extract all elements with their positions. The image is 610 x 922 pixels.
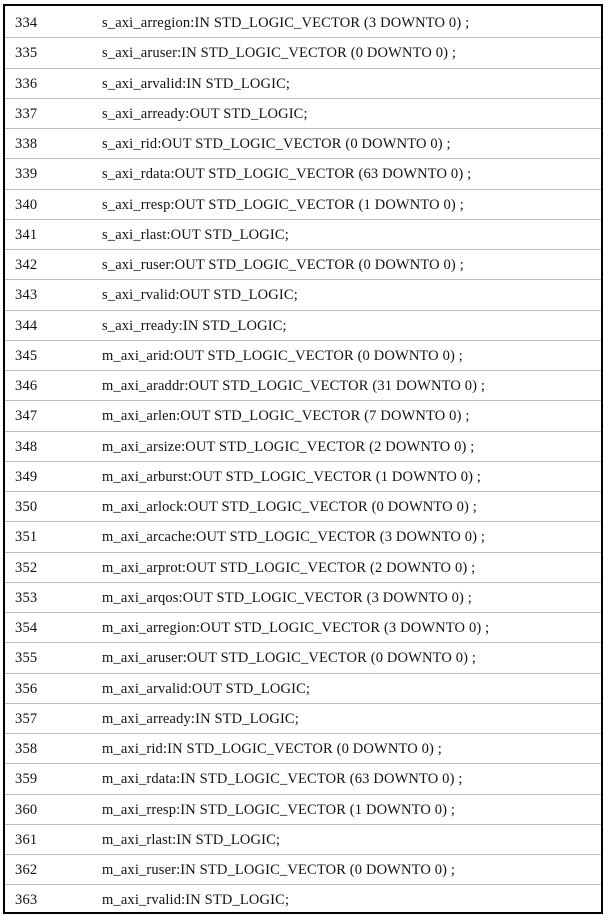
code-text: s_axi_rlast:OUT STD_LOGIC; — [102, 226, 289, 243]
line-number: 356 — [15, 680, 38, 697]
code-line-row — [5, 129, 601, 159]
code-text: s_axi_arready:OUT STD_LOGIC; — [102, 105, 308, 122]
code-line-row — [5, 38, 601, 68]
code-line-row — [5, 674, 601, 704]
line-number: 350 — [15, 499, 38, 515]
line-number: 358 — [15, 741, 38, 757]
code-text: m_axi_arburst:OUT STD_LOGIC_VECTOR (1 DOWNTO 0) ; — [102, 468, 482, 485]
code-text: s_axi_rresp:OUT STD_LOGIC_VECTOR (1 DOWNTO 0) ; — [102, 196, 464, 213]
code-line-row — [5, 250, 601, 280]
code-line-row — [5, 643, 601, 673]
code-text: m_axi_rresp:IN STD_LOGIC_VECTOR (1 DOWNTO 0) ; — [102, 801, 456, 818]
code-line-row — [5, 371, 601, 401]
code-text: m_axi_rdata:IN STD_LOGIC_VECTOR (63 DOWNTO 0) ; — [102, 771, 463, 788]
line-number: 338 — [15, 136, 38, 152]
code-line-row — [5, 583, 601, 613]
code-line-row — [5, 220, 601, 250]
code-text: s_axi_ruser:OUT STD_LOGIC_VECTOR (0 DOWNTO 0) ; — [102, 257, 464, 273]
line-number: 345 — [15, 347, 38, 364]
code-text: m_axi_arlock:OUT STD_LOGIC_VECTOR (0 DOWNTO 0) ; — [102, 499, 477, 515]
code-text: m_axi_rid:IN STD_LOGIC_VECTOR (0 DOWNTO 0) ; — [102, 741, 442, 757]
code-text: m_axi_arregion:OUT STD_LOGIC_VECTOR (3 DOWNTO 0) ; — [102, 620, 490, 636]
line-number: 339 — [15, 166, 38, 183]
line-number: 363 — [15, 892, 38, 909]
line-number: 354 — [15, 620, 38, 636]
code-line-row — [5, 401, 601, 431]
code-text: s_axi_arregion:IN STD_LOGIC_VECTOR (3 DOWNTO 0) ; — [102, 15, 470, 31]
line-number: 352 — [15, 559, 38, 576]
line-number: 359 — [15, 771, 38, 788]
code-line-row — [5, 311, 601, 341]
code-text: s_axi_rdata:OUT STD_LOGIC_VECTOR (63 DOWNTO 0) ; — [102, 166, 472, 183]
code-line-row — [5, 855, 601, 885]
code-line-row — [5, 492, 601, 522]
line-number: 346 — [15, 378, 38, 394]
code-text: m_axi_arqos:OUT STD_LOGIC_VECTOR (3 DOWNTO 0) ; — [102, 589, 472, 606]
line-number: 342 — [15, 257, 38, 273]
line-number: 344 — [15, 317, 38, 334]
line-number: 348 — [15, 438, 38, 455]
code-line-row — [5, 613, 601, 643]
code-line-row — [5, 159, 601, 189]
line-number: 341 — [15, 226, 38, 243]
line-number: 335 — [15, 45, 38, 62]
code-line-row — [5, 522, 601, 552]
line-number: 353 — [15, 589, 38, 606]
code-line-row — [5, 432, 601, 462]
code-line-row — [5, 825, 601, 855]
code-listing-table — [3, 4, 603, 914]
code-text: s_axi_aruser:IN STD_LOGIC_VECTOR (0 DOWNTO 0) ; — [102, 45, 457, 62]
code-text: m_axi_araddr:OUT STD_LOGIC_VECTOR (31 DOWNTO 0) ; — [102, 378, 486, 394]
code-text: m_axi_rvalid:IN STD_LOGIC; — [102, 892, 290, 909]
code-text: m_axi_ruser:IN STD_LOGIC_VECTOR (0 DOWNTO 0) ; — [102, 862, 456, 878]
line-number: 351 — [15, 529, 38, 546]
code-line-row — [5, 99, 601, 129]
code-line-row — [5, 764, 601, 794]
line-number: 347 — [15, 408, 38, 425]
line-number: 361 — [15, 831, 38, 848]
code-text: m_axi_arlen:OUT STD_LOGIC_VECTOR (7 DOWNTO 0) ; — [102, 408, 470, 425]
code-line-row — [5, 734, 601, 764]
line-number: 355 — [15, 650, 38, 667]
code-text: m_axi_aruser:OUT STD_LOGIC_VECTOR (0 DOWNTO 0) ; — [102, 650, 477, 667]
code-text: s_axi_arvalid:IN STD_LOGIC; — [102, 75, 291, 92]
code-text: s_axi_rvalid:OUT STD_LOGIC; — [102, 287, 298, 304]
line-number: 337 — [15, 105, 38, 122]
code-text: m_axi_arprot:OUT STD_LOGIC_VECTOR (2 DOWNTO 0) ; — [102, 559, 476, 576]
code-listing-rows — [5, 8, 601, 916]
code-text: s_axi_rready:IN STD_LOGIC; — [102, 317, 287, 334]
line-number: 340 — [15, 196, 38, 213]
line-number: 362 — [15, 862, 38, 878]
code-line-row — [5, 553, 601, 583]
code-line-row — [5, 885, 601, 915]
code-line-row — [5, 795, 601, 825]
line-number: 336 — [15, 75, 38, 92]
code-line-row — [5, 704, 601, 734]
code-line-row — [5, 190, 601, 220]
code-line-row — [5, 462, 601, 492]
line-number: 357 — [15, 710, 38, 727]
code-text: m_axi_rlast:IN STD_LOGIC; — [102, 831, 281, 848]
line-number: 334 — [15, 15, 38, 31]
code-line-row — [5, 8, 601, 38]
code-text: m_axi_arsize:OUT STD_LOGIC_VECTOR (2 DOWNTO 0) ; — [102, 438, 475, 455]
line-number: 343 — [15, 287, 38, 304]
line-number: 360 — [15, 801, 38, 818]
code-text: m_axi_arready:IN STD_LOGIC; — [102, 710, 299, 727]
code-line-row — [5, 69, 601, 99]
line-number: 349 — [15, 468, 38, 485]
code-line-row — [5, 341, 601, 371]
code-line-row — [5, 280, 601, 310]
code-text: m_axi_arcache:OUT STD_LOGIC_VECTOR (3 DOWNTO 0) ; — [102, 529, 486, 546]
code-text: s_axi_rid:OUT STD_LOGIC_VECTOR (0 DOWNTO 0) ; — [102, 136, 451, 152]
code-text: m_axi_arvalid:OUT STD_LOGIC; — [102, 680, 311, 697]
code-text: m_axi_arid:OUT STD_LOGIC_VECTOR (0 DOWNTO 0) ; — [102, 347, 463, 364]
